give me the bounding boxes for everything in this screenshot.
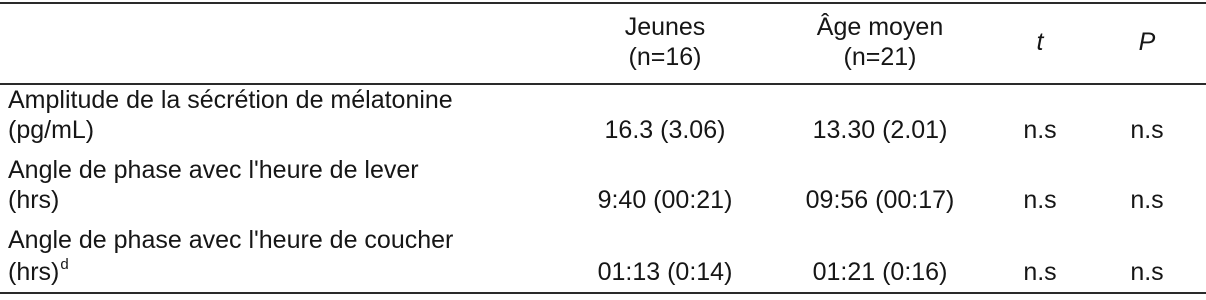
cell-t: n.s (1023, 186, 1057, 214)
header-age-moyen-n: (n=21) (843, 43, 917, 71)
cell-p: n.s (1130, 186, 1164, 214)
footnote-marker: d (60, 256, 69, 273)
row-label-line2-with-note (8, 257, 568, 287)
cell-jeunes: 16.3 (3.06) (604, 116, 726, 144)
cell-age-moyen: 09:56 (00:17) (805, 186, 955, 214)
row-label-line2: (pg/mL) (8, 116, 95, 144)
header-age-moyen-label: Âge moyen (816, 13, 944, 41)
row-label-line1: Angle de phase avec l'heure de lever (8, 156, 419, 184)
header-t-stat: t (1036, 28, 1044, 56)
cell-p: n.s (1130, 258, 1164, 286)
header-jeunes-label: Jeunes (624, 13, 706, 41)
cell-t: n.s (1023, 116, 1057, 144)
cell-age-moyen: 13.30 (2.01) (812, 116, 948, 144)
cell-p: n.s (1130, 116, 1164, 144)
header-jeunes (575, 12, 755, 72)
table-bottom-rule (0, 292, 1206, 294)
header-age-moyen (780, 12, 980, 72)
header-jeunes-n: (n=16) (628, 43, 702, 71)
row-label-line2: (hrs) (8, 258, 60, 286)
cell-age-moyen: 01:21 (0:16) (812, 258, 948, 286)
table-top-rule (0, 2, 1206, 4)
cell-t: n.s (1023, 258, 1057, 286)
cell-jeunes: 9:40 (00:21) (597, 186, 733, 214)
row-label-line2: (hrs) (8, 186, 60, 214)
row-label-line1: Amplitude de la sécrétion de mélatonine (8, 86, 453, 114)
header-p-value: P (1138, 28, 1156, 56)
cell-jeunes: 01:13 (0:14) (597, 258, 733, 286)
row-label-line1: Angle de phase avec l'heure de coucher (8, 226, 454, 254)
